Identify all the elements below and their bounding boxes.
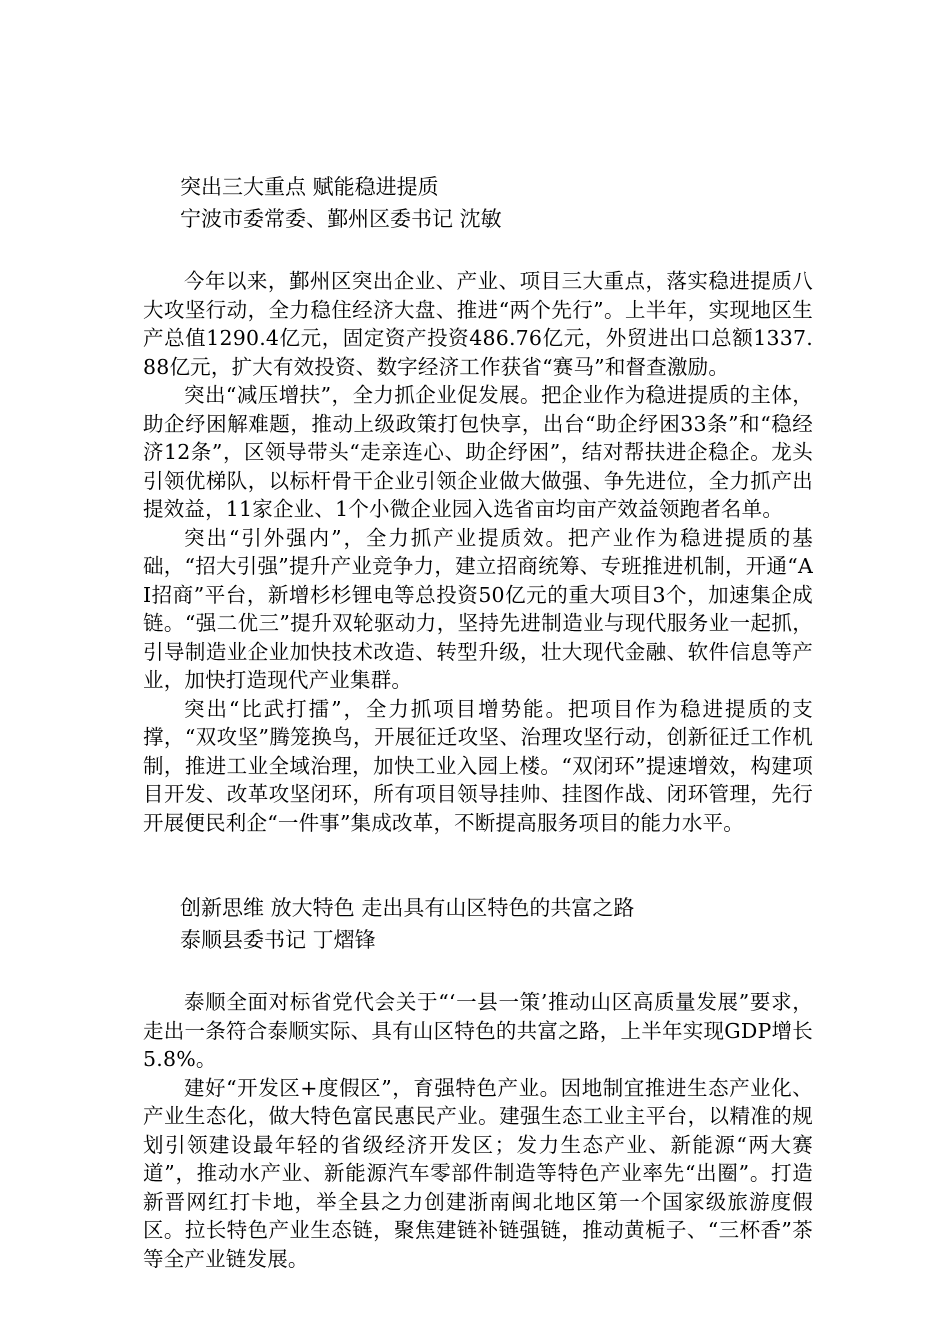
article-paragraph: 突出“引外强内”，全力抓产业提质效。把产业作为稳进提质的基础，“招大引强”提升产业竞争力，建立招商统筹、专班推进机制，开通“AI招商”平台，新增杉杉锂电等总投资50亿元的重大项目3个，加速集企成链。“强二优三”提升双轮驱动力，坚持先进制造业与现代服务业一起抓，引导制造业企业加快技术改造、转型升级，壮大现代金融、软件信息等产业，加快打造现代产业集群。 — [143, 525, 813, 692]
article-paragraph: 今年以来，鄞州区突出企业、产业、项目三大重点，落实稳进提质八大攻坚行动，全力稳住经济大盘、推进“两个先行”。上半年，实现地区生产总值1290.4亿元，固定资产投资486.76亿元，外贸进出口总额1337.88亿元，扩大有效投资、数字经济工作获省“赛马”和督查激励。 — [143, 269, 813, 379]
article-paragraph: 建好“开发区+度假区”，育强特色产业。因地制宜推进生态产业化、产业生态化，做大特色富民惠民产业。建强生态工业主平台，以精准的规划引领建设最年轻的省级经济开发区；发力生态产业、新能源“两大赛道”，推动水产业、新能源汽车零部件制造等特色产业率先“出圈”。打造新晋网红打卡地，举全县之力创建浙南闽北地区第一个国家级旅游度假区。拉长特色产业生态链，聚焦建链补链强链，推动黄栀子、“三杯香”茶等全产业链发展。 — [143, 1075, 813, 1271]
article-paragraph: 泰顺全面对标省党代会关于“‘一县一策’推动山区高质量发展”要求，走出一条符合泰顺实际、具有山区特色的共富之路，上半年实现GDP增长5.8%。 — [143, 990, 813, 1071]
article-taishun — [143, 892, 813, 1273]
article-paragraph: 突出“比武打擂”，全力抓项目增势能。把项目作为稳进提质的支撑，“双攻坚”腾笼换鸟，开展征迁攻坚、治理攻坚行动，创新征迁工作机制，推进工业全域治理，加快工业入园上楼。“双闭环”提速增效，构建项目开发、改革攻坚闭环，所有项目领导挂帅、挂图作战、闭环管理，先行开展便民利企“一件事”集成改革，不断提高服务项目的能力水平。 — [143, 696, 813, 835]
article-ningbo-yinzhou — [143, 171, 813, 837]
article-title: 突出三大重点 赋能稳进提质 — [180, 175, 439, 199]
article-title: 创新思维 放大特色 走出具有山区特色的共富之路 — [180, 896, 635, 920]
article-paragraph: 突出“减压增扶”，全力抓企业促发展。把企业作为稳进提质的主体，助企纾困解难题，推动上级政策打包快享，出台“助企纾困33条”和“稳经济12条”，区领导带头“走亲连心、助企纾困”，结对帮扶进企稳企。龙头引领优梯队，以标杆骨干企业引领企业做大做强、争先进位，全力抓产出提效益，11家企业、1个小微企业园入选省亩均亩产效益领跑者名单。 — [143, 383, 813, 521]
article-author: 宁波市委常委、鄞州区委书记 沈敏 — [180, 207, 502, 231]
article-author: 泰顺县委书记 丁熠锋 — [180, 928, 376, 952]
